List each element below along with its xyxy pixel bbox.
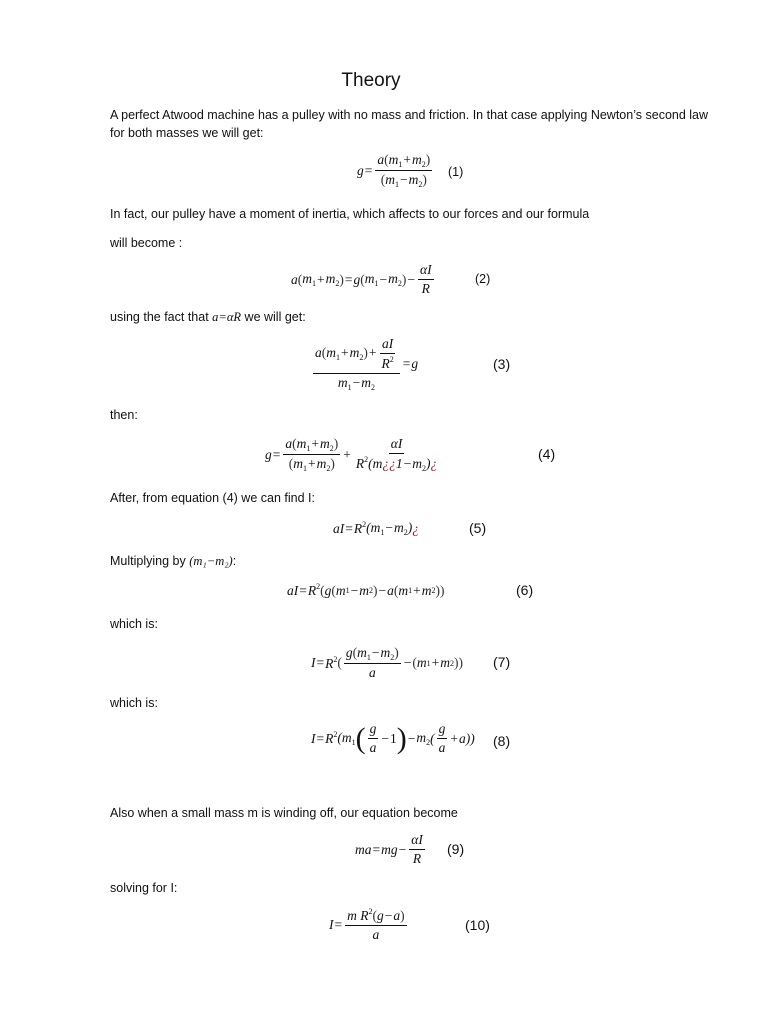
paragraph-will-become: will become : bbox=[110, 236, 183, 250]
equation-4: g = $\frac{a(m_1+m_2)}{(m_1+m_2)}$ + $\frac{\alpha I}{R^2(m¿¿1-m_2)¿}$ bbox=[265, 436, 438, 473]
equation-2-number: (2) bbox=[475, 272, 491, 286]
paragraph-multiplying-pre: Multiplying by bbox=[110, 554, 186, 568]
equation-1: g = $\frac{a(m_1+m_2)}{(m_1-m_2)}$ bbox=[357, 152, 431, 189]
paragraph-using-fact-post: we will get: bbox=[244, 310, 306, 324]
intro-paragraph: A perfect Atwood machine has a pulley with no mass and friction. In that case applying Newton’s second law for both masses we will get: bbox=[110, 108, 709, 140]
paragraph-inertia: In fact, our pulley have a moment of inertia, which affects to our forces and our formula bbox=[110, 207, 590, 221]
paragraph-multiplying-post: : bbox=[232, 554, 237, 568]
paragraph-small-mass: Also when a small mass m is winding off, our equation become bbox=[110, 806, 458, 820]
equation-7: I = $R^2$ ( $\frac{g(m_1-m_2)}{a}$ − ( m 1 + m 2 ) ) bbox=[311, 645, 463, 680]
equation-10-number: (10) bbox=[465, 917, 490, 933]
equation-9: ma = mg − $\frac{\alpha I}{R}$ bbox=[355, 832, 423, 866]
paragraph-using-fact bbox=[110, 308, 725, 326]
equation-3: $a(m_1+m_2)+$ $\frac{aI}{R^2}$ $m_1-m_2$ = g bbox=[315, 336, 419, 392]
equation-4-number: (4) bbox=[538, 446, 556, 462]
paragraph-multiplying bbox=[110, 552, 725, 570]
equation-7-number: (7) bbox=[493, 654, 511, 670]
paragraph-which-is-2: which is: bbox=[110, 696, 158, 710]
equation-3-number: (3) bbox=[493, 356, 511, 372]
equation-9-number: (9) bbox=[447, 841, 465, 857]
equation-5-number: (5) bbox=[469, 520, 487, 536]
equation-5: aI = $R^2$ $(m_1-m_2)$ ¿ bbox=[333, 520, 419, 537]
page-title: Theory bbox=[341, 70, 401, 91]
equation-6: aI = $R^2$ ( g ( m 1 − m 2 ) − a ( m 1 + m 2 ) ) bbox=[287, 582, 445, 598]
inline-math-a-alpha-r: a=αR bbox=[212, 310, 242, 324]
equation-2: a ( $m_1$ + $m_2$ ) = g ( $m_1$ − $m_2$ ) − $\frac{\alpha I}{R}$ bbox=[291, 262, 432, 296]
paragraph-which-is-1: which is: bbox=[110, 617, 158, 631]
inline-math-mass-difference: (m₁−m₂) bbox=[189, 554, 233, 568]
equation-10: I = $\frac{m R^2(g-a)}{a}$ bbox=[329, 907, 405, 942]
equation-8-number: (8) bbox=[493, 733, 511, 749]
equation-8: I = $R^2$ ($m_1$ ( $\frac{g}{a}$ − 1 ) − $m_2$ ( $\frac{g}{a}$ + a )) bbox=[311, 721, 475, 755]
paragraph-using-fact-pre: using the fact that bbox=[110, 310, 209, 324]
equation-1-number: (1) bbox=[448, 165, 464, 179]
paragraph-solving: solving for I: bbox=[110, 881, 178, 895]
equation-6-number: (6) bbox=[516, 582, 534, 598]
paragraph-find-i: After, from equation (4) we can find I: bbox=[110, 491, 315, 505]
paragraph-then: then: bbox=[110, 408, 138, 422]
